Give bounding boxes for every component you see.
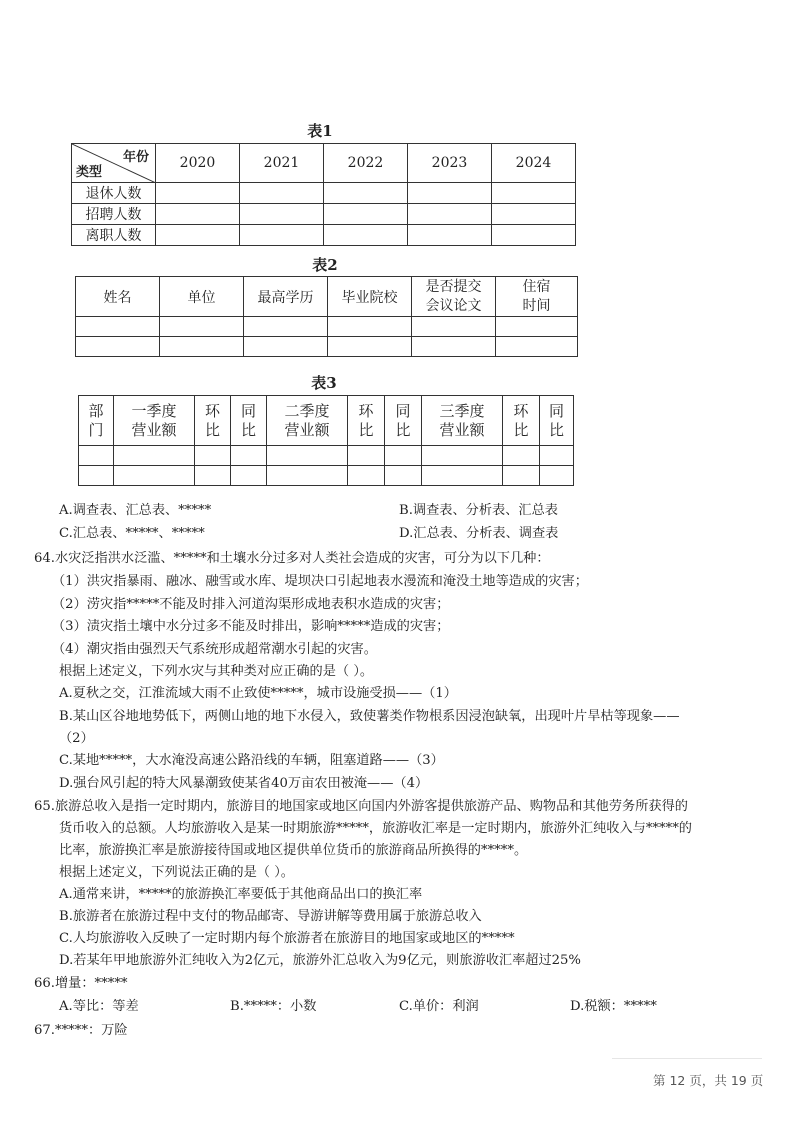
table2-caption: 表2 <box>312 256 338 274</box>
q65-option-a: A.通常来讲，*****的旅游换汇率要低于其他商品出口的换汇率 <box>59 887 423 902</box>
table2-header: 住宿 时间 <box>496 277 578 317</box>
q66-stem: 66.增量：***** <box>34 976 128 991</box>
table-cell <box>496 337 578 357</box>
table3-header: 同 比 <box>540 396 574 446</box>
table2-header: 最高学历 <box>244 277 328 317</box>
table3-header: 同 比 <box>231 396 267 446</box>
table1-corner-bottom: 类型 <box>76 165 103 180</box>
q64-definition: （2）涝灾指*****不能及时排入河道沟渠形成地表积水造成的灾害； <box>52 597 450 612</box>
q65-stem-cont: 比率，旅游换汇率是旅游接待国或地区提供单位货币的旅游商品所换得的*****。 <box>59 843 528 858</box>
table1-year-header: 2022 <box>324 144 408 183</box>
table1-corner-top: 年份 <box>122 150 149 165</box>
q63-option-c: C.汇总表、*****、***** <box>59 526 205 541</box>
q64-definition: （4）潮灾指由强烈天气系统形成超常潮水引起的灾害。 <box>52 642 377 657</box>
table2-header: 毕业院校 <box>328 277 412 317</box>
q67-stem: 67.*****：万险 <box>34 1023 128 1038</box>
q64-option-b: B.某山区谷地地势低下，两侧山地的地下水侵入，致使薯类作物根系因浸泡缺氧，出现叶片旱枯等现象—— <box>59 709 680 724</box>
q65-option-b: B.旅游者在旅游过程中支付的物品邮寄、导游讲解等费用属于旅游总收入 <box>59 909 482 924</box>
table3-caption: 表3 <box>311 374 337 392</box>
table-cell <box>267 446 348 466</box>
table-cell <box>422 466 503 486</box>
table-cell <box>422 446 503 466</box>
table-cell <box>492 183 576 204</box>
table-cell <box>160 317 244 337</box>
q63-option-b: B.调查表、分析表、汇总表 <box>399 503 558 518</box>
table3-header: 部 门 <box>79 396 114 446</box>
table1-row-label: 招聘人数 <box>72 204 156 225</box>
table-cell <box>156 183 240 204</box>
table-cell <box>496 317 578 337</box>
table3-header: 三季度 营业额 <box>422 396 503 446</box>
table-cell <box>324 183 408 204</box>
table1-caption: 表1 <box>307 122 333 140</box>
table-cell <box>408 183 492 204</box>
q64-option-a: A.夏秋之交，江淮流域大雨不止致使*****，城市设施受损——（1） <box>59 686 457 701</box>
table-cell <box>328 317 412 337</box>
footer-divider <box>612 1058 762 1059</box>
table-cell <box>412 337 496 357</box>
table-cell <box>348 446 385 466</box>
table1-corner-cell <box>72 144 156 183</box>
table-cell <box>240 225 324 246</box>
table-cell <box>408 225 492 246</box>
q66-option-b: B.*****：小数 <box>230 999 317 1014</box>
table-cell <box>156 204 240 225</box>
table2-header: 姓名 <box>76 277 160 317</box>
table-cell <box>503 446 540 466</box>
table3-header: 二季度 营业额 <box>267 396 348 446</box>
table-cell <box>267 466 348 486</box>
table-cell <box>79 466 114 486</box>
table3-header: 一季度 营业额 <box>114 396 195 446</box>
q66-option-d: D.税额：***** <box>570 999 657 1014</box>
q64-stem: 64.水灾泛指洪水泛滥、*****和土壤水分过多对人类社会造成的灾害，可分为以下几种： <box>34 551 550 566</box>
table3-header: 环 比 <box>503 396 540 446</box>
table1-row-label: 离职人数 <box>72 225 156 246</box>
table-cell <box>195 446 231 466</box>
table-cell <box>231 446 267 466</box>
page-number: 第 12 页，共 19 页 <box>653 1073 764 1088</box>
table-cell <box>195 466 231 486</box>
table-cell <box>324 204 408 225</box>
table-cell <box>540 466 574 486</box>
table-cell <box>328 337 412 357</box>
table1-year-header: 2020 <box>156 144 240 183</box>
table-cell <box>79 446 114 466</box>
table-cell <box>385 466 422 486</box>
table-cell <box>385 446 422 466</box>
table2 <box>75 276 578 357</box>
table1-year-header: 2021 <box>240 144 324 183</box>
table-cell <box>76 317 160 337</box>
table-cell <box>492 204 576 225</box>
table1-row-label: 退休人数 <box>72 183 156 204</box>
table3-header: 环 比 <box>348 396 385 446</box>
table-cell <box>492 225 576 246</box>
table-cell <box>540 446 574 466</box>
q66-option-a: A.等比：等差 <box>59 999 139 1014</box>
table-cell <box>408 204 492 225</box>
q63-option-a: A.调查表、汇总表、***** <box>59 503 212 518</box>
table-cell <box>503 466 540 486</box>
q65-stem: 65.旅游总收入是指一定时期内，旅游目的地国家或地区向国内外游客提供旅游产品、购物品和其他劳务所获得的 <box>34 799 688 814</box>
q65-stem-cont: 货币收入的总额。人均旅游收入是某一时期旅游*****，旅游收汇率是一定时期内，旅游外汇纯收入与*****的 <box>59 821 692 836</box>
q64-option-d: D.强台风引起的特大风暴潮致使某省40万亩农田被淹——（4） <box>59 776 429 791</box>
q65-option-c: C.人均旅游收入反映了一定时期内每个旅游者在旅游目的地国家或地区的***** <box>59 931 515 946</box>
table-cell <box>114 446 195 466</box>
table-cell <box>244 337 328 357</box>
q64-option-c: C.某地*****，大水淹没高速公路沿线的车辆，阻塞道路——（3） <box>59 753 444 768</box>
table-cell <box>114 466 195 486</box>
table3-header: 环 比 <box>195 396 231 446</box>
q65-question: 根据上述定义，下列说法正确的是（ ）。 <box>59 865 294 880</box>
table-cell <box>240 183 324 204</box>
q65-option-d: D.若某年甲地旅游外汇纯收入为2亿元，旅游外汇总收入为9亿元，则旅游收汇率超过25% <box>59 953 581 968</box>
q64-definition: （3）渍灾指土壤中水分过多不能及时排出，影响*****造成的灾害； <box>52 619 450 634</box>
table-cell <box>231 466 267 486</box>
q64-option-b-cont: （2） <box>59 731 94 746</box>
table-cell <box>324 225 408 246</box>
q63-option-d: D.汇总表、分析表、调查表 <box>399 526 559 541</box>
q66-option-c: C.单价：利润 <box>399 999 479 1014</box>
table3-header: 同 比 <box>385 396 422 446</box>
table3 <box>78 395 574 486</box>
q64-question: 根据上述定义，下列水灾与其种类对应正确的是（ ）。 <box>59 664 374 679</box>
table-cell <box>240 204 324 225</box>
table-cell <box>348 466 385 486</box>
table-cell <box>412 317 496 337</box>
table2-header: 是否提交 会议论文 <box>412 277 496 317</box>
table-cell <box>244 317 328 337</box>
table1-year-header: 2023 <box>408 144 492 183</box>
table1-year-header: 2024 <box>492 144 576 183</box>
table1 <box>71 143 576 246</box>
table-cell <box>156 225 240 246</box>
q64-definition: （1）洪灾指暴雨、融冰、融雪或水库、堤坝决口引起地表水漫流和淹没土地等造成的灾害； <box>52 574 588 589</box>
table2-header: 单位 <box>160 277 244 317</box>
table-cell <box>160 337 244 357</box>
table-cell <box>76 337 160 357</box>
